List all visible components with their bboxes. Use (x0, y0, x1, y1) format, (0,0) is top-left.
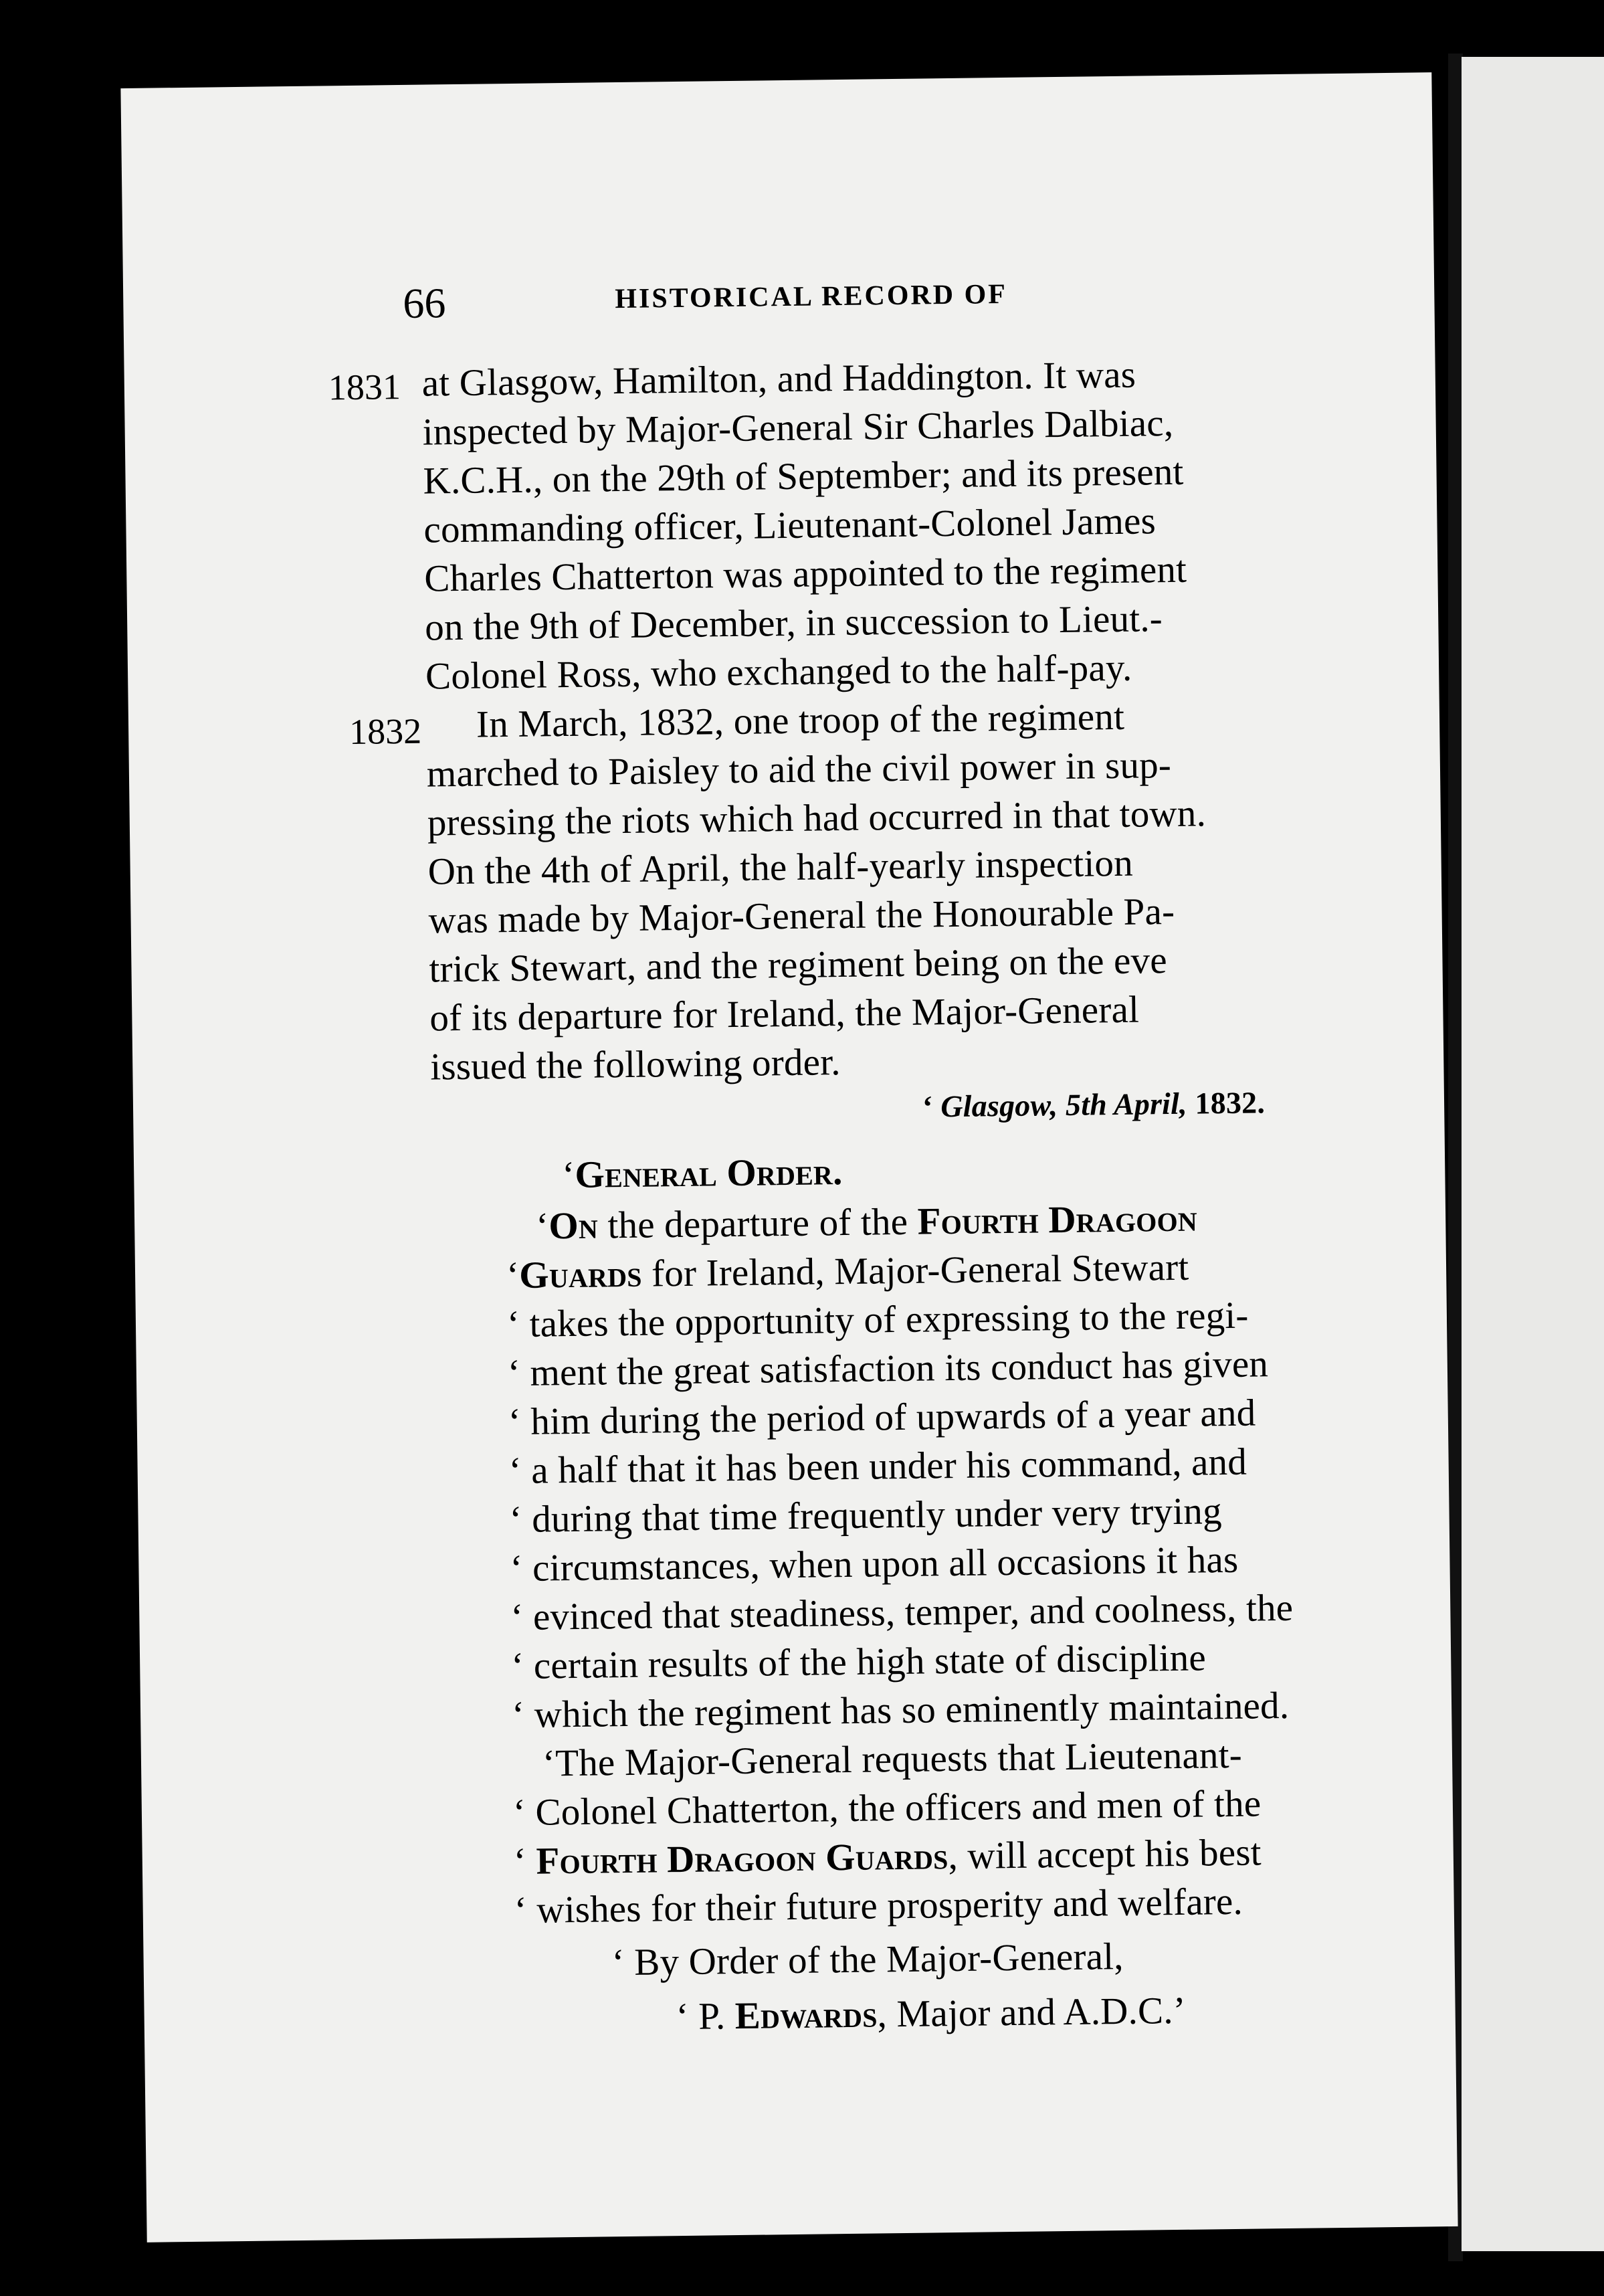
text-line: of its departure for Ireland, the Major-General (429, 988, 1140, 1040)
order-line: ‘ Colonel Chatterton, the officers and men of the (512, 1782, 1262, 1834)
order-line: ‘ during that time frequently under very trying (509, 1490, 1223, 1541)
text-line: pressing the riots which had occurred in that town. (427, 792, 1207, 844)
text-line: marched to Paisley to aid the civil power in sup- (426, 743, 1172, 795)
order-line: ‘The Major-General requests that Lieutenant- (542, 1733, 1243, 1785)
order-line: ‘ which the regiment has so eminently maintained. (511, 1684, 1290, 1737)
order-line: ‘On the departure of the Fourth Dragoon (535, 1197, 1198, 1248)
order-line: ‘ certain results of the high state of discipline (510, 1636, 1207, 1688)
text-line: Charles Chatterton was appointed to the regiment (424, 548, 1187, 600)
text-line: issued the following order. (429, 1041, 841, 1088)
text-line: inspected by Major-General Sir Charles Dalbiac, (422, 401, 1174, 454)
margin-year-1831: 1831 (328, 367, 401, 408)
order-dateline: ‘ Glasgow, 5th April, 1832. (922, 1085, 1266, 1124)
order-line: ‘ takes the opportunity of expressing to the regi- (506, 1294, 1249, 1346)
text-line: On the 4th of April, the half-yearly inspection (427, 842, 1134, 893)
order-line: ‘ ment the great satisfaction its conduct has given (507, 1343, 1269, 1395)
page-header (123, 266, 1435, 336)
order-line: ‘ evinced that steadiness, temper, and coolness, the (510, 1586, 1294, 1639)
text-line: was made by Major-General the Honourable Pa- (428, 890, 1175, 942)
order-signoff: ‘ By Order of the Major-General, (611, 1935, 1124, 1984)
order-line: ‘ circumstances, when upon all occasions it has (510, 1538, 1239, 1590)
order-signature: ‘ P. Edwards, Major and A.D.C.’ (676, 1989, 1187, 2038)
text-line: Colonel Ross, who exchanged to the half-pay. (425, 646, 1132, 698)
text-line: at Glasgow, Hamilton, and Haddington. It was (421, 353, 1136, 405)
text-line: commanding officer, Lieutenant-Colonel James (423, 500, 1157, 551)
order-line: ‘ wishes for their future prosperity and welfare. (514, 1880, 1243, 1932)
order-line: ‘ a half that it has been under his command, and (508, 1440, 1247, 1493)
margin-year-1832: 1832 (348, 710, 422, 752)
order-line: ‘Guards for Ireland, Major-General Stewart (506, 1246, 1189, 1297)
text-line: K.C.H., on the 29th of September; and its present (423, 450, 1184, 502)
text-line: In March, 1832, one troop of the regiment (476, 695, 1125, 746)
text-line: trick Stewart, and the regiment being on the eve (429, 939, 1168, 991)
order-line: ‘ Fourth Dragoon Guards, will accept his best (513, 1831, 1262, 1883)
running-head: HISTORICAL RECORD OF (615, 278, 1008, 315)
page-number: 66 (402, 279, 446, 327)
book-page (120, 72, 1458, 2242)
facing-page-edge (1462, 57, 1604, 2251)
order-line: ‘ him during the period of upwards of a year and (508, 1392, 1256, 1444)
text-line: on the 9th of December, in succession to Lieut.- (424, 597, 1163, 649)
order-heading: ‘General Order. (561, 1151, 843, 1197)
